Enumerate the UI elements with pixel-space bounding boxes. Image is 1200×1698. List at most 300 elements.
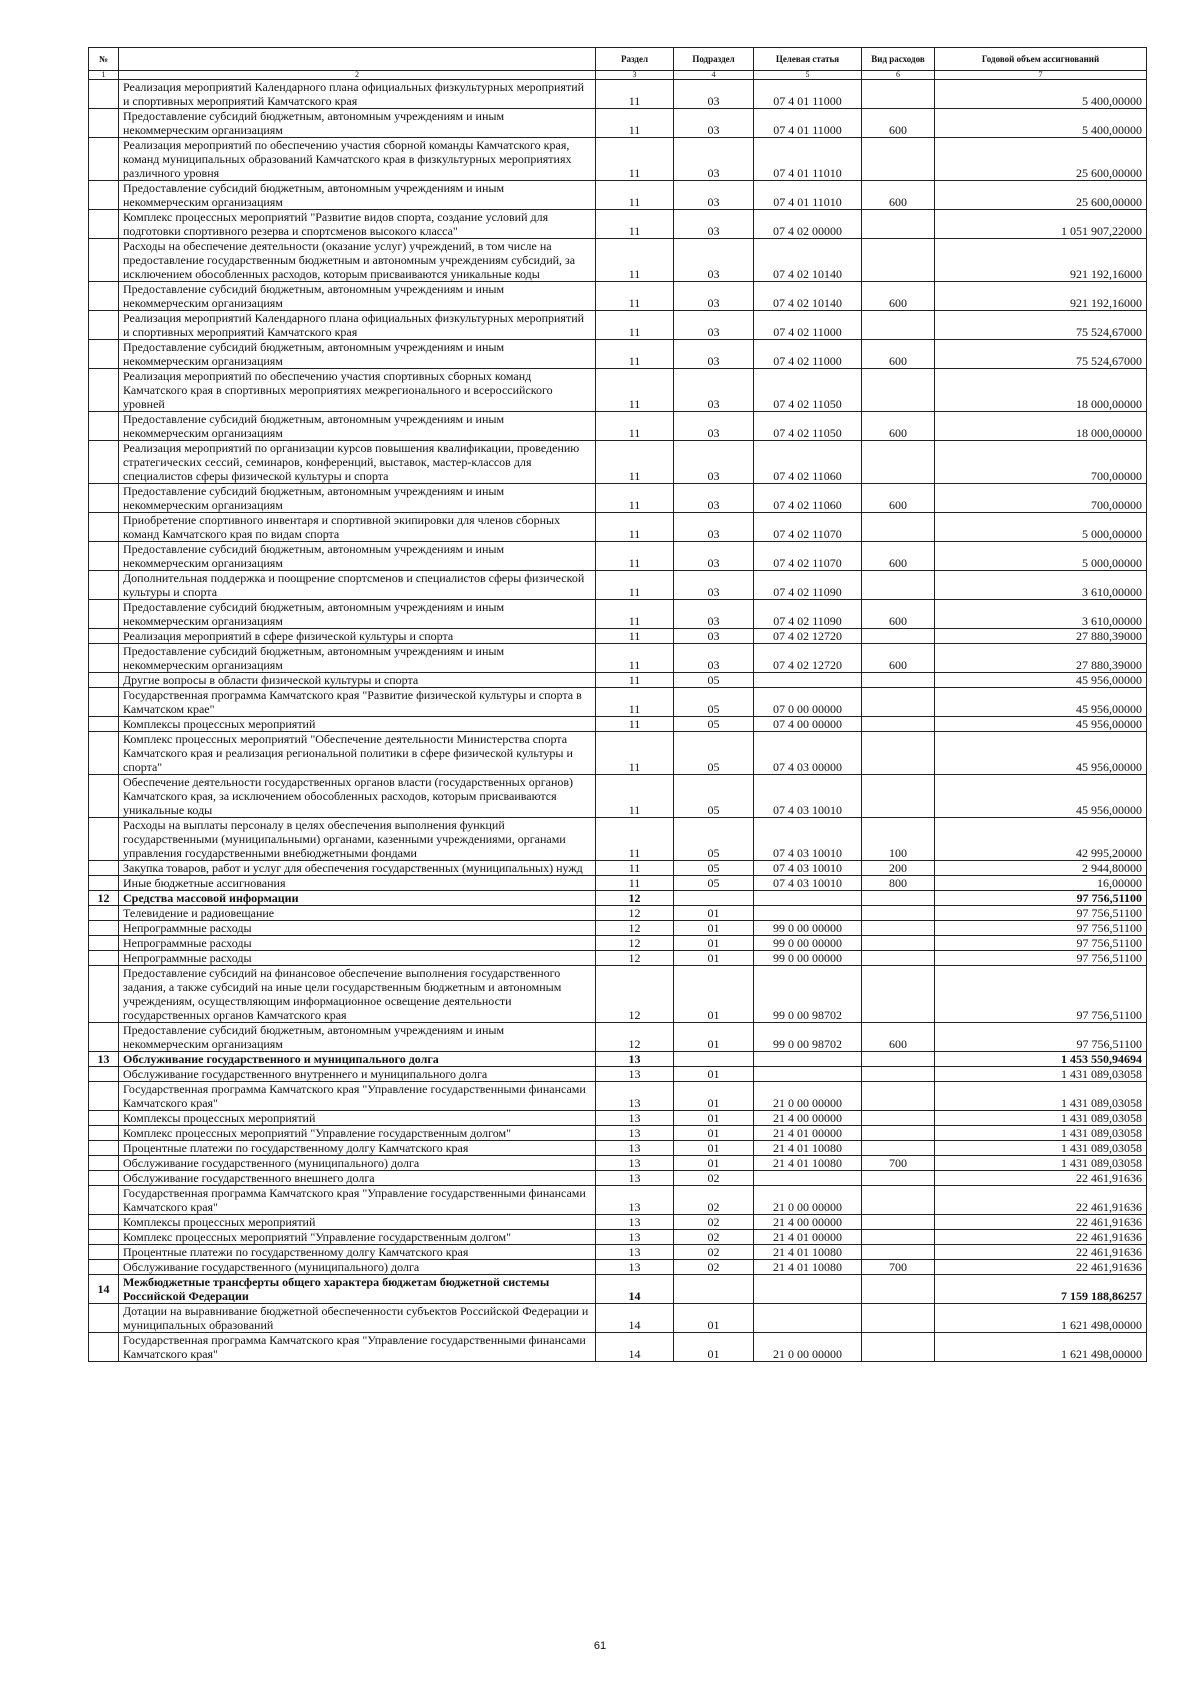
row-number	[89, 644, 119, 673]
row-name: Расходы на обеспечение деятельности (оказание услуг) учреждений, в том числе на предоставление государственным бюджетным и автономным учреждениям субсидий, за исключением обособленных расходов, которым присваиваются уникальные коды	[119, 239, 596, 282]
row-number	[89, 732, 119, 775]
row-name: Предоставление субсидий бюджетным, автономным учреждениям и иным некоммерческим организациям	[119, 542, 596, 571]
row-name: Обслуживание государственного и муниципального долга	[119, 1052, 596, 1067]
row-celevaya-statya: 07 4 03 10010	[754, 775, 862, 818]
row-number	[89, 921, 119, 936]
row-vid-rashodov	[862, 210, 935, 239]
row-number	[89, 717, 119, 732]
row-vid-rashodov: 600	[862, 644, 935, 673]
row-amount: 1 621 498,00000	[935, 1304, 1147, 1333]
row-razdel: 11	[596, 412, 674, 441]
row-razdel: 11	[596, 109, 674, 138]
row-name: Комплексы процессных мероприятий	[119, 717, 596, 732]
row-celevaya-statya: 07 4 02 12720	[754, 644, 862, 673]
row-number	[89, 1304, 119, 1333]
row-razdel: 11	[596, 644, 674, 673]
row-razdel: 13	[596, 1126, 674, 1141]
table-row	[89, 138, 1147, 181]
row-podrazdel: 05	[674, 688, 754, 717]
row-vid-rashodov	[862, 1333, 935, 1362]
row-name: Обслуживание государственного внутреннего и муниципального долга	[119, 1067, 596, 1082]
table-row	[89, 1141, 1147, 1156]
row-amount: 1 453 550,94694	[935, 1052, 1147, 1067]
table-row	[89, 775, 1147, 818]
row-podrazdel: 01	[674, 921, 754, 936]
row-vid-rashodov	[862, 673, 935, 688]
row-podrazdel	[674, 891, 754, 906]
row-celevaya-statya: 21 4 01 10080	[754, 1260, 862, 1275]
row-name: Предоставление субсидий бюджетным, автономным учреждениям и иным некоммерческим организациям	[119, 282, 596, 311]
row-celevaya-statya: 21 4 01 10080	[754, 1156, 862, 1171]
row-podrazdel: 02	[674, 1260, 754, 1275]
row-razdel: 11	[596, 732, 674, 775]
table-row	[89, 951, 1147, 966]
header-row	[89, 48, 1147, 71]
row-podrazdel: 03	[674, 571, 754, 600]
row-number	[89, 340, 119, 369]
row-name: Комплекс процессных мероприятий "Обеспечение деятельности Министерства спорта Камчатского края и реализация региональной политики в сфере физической культуры и спорта"	[119, 732, 596, 775]
row-amount: 97 756,51100	[935, 921, 1147, 936]
row-podrazdel: 03	[674, 340, 754, 369]
row-razdel: 11	[596, 282, 674, 311]
row-number	[89, 109, 119, 138]
row-podrazdel: 01	[674, 1126, 754, 1141]
row-name: Государственная программа Камчатского края "Управление государственными финансами Камчатского края"	[119, 1186, 596, 1215]
row-number	[89, 1111, 119, 1126]
row-amount: 45 956,00000	[935, 688, 1147, 717]
row-podrazdel: 01	[674, 936, 754, 951]
row-amount: 5 400,00000	[935, 80, 1147, 109]
row-vid-rashodov	[862, 239, 935, 282]
row-vid-rashodov: 700	[862, 1156, 935, 1171]
row-celevaya-statya: 07 4 03 10010	[754, 861, 862, 876]
row-celevaya-statya	[754, 1052, 862, 1067]
row-podrazdel: 02	[674, 1245, 754, 1260]
row-celevaya-statya: 21 0 00 00000	[754, 1082, 862, 1111]
row-razdel: 13	[596, 1245, 674, 1260]
column-index: 5	[754, 71, 862, 80]
row-podrazdel: 01	[674, 1023, 754, 1052]
row-name: Средства массовой информации	[119, 891, 596, 906]
row-podrazdel: 03	[674, 210, 754, 239]
table-row	[89, 311, 1147, 340]
row-celevaya-statya: 07 4 02 11050	[754, 369, 862, 412]
row-name: Обеспечение деятельности государственных органов власти (государственных органов) Камчатского края, за исключением обособленных расходов, которым присваиваются уникальные коды	[119, 775, 596, 818]
row-celevaya-statya	[754, 891, 862, 906]
row-podrazdel: 05	[674, 861, 754, 876]
row-podrazdel: 01	[674, 966, 754, 1023]
row-amount: 97 756,51100	[935, 906, 1147, 921]
row-razdel: 12	[596, 906, 674, 921]
row-amount: 27 880,39000	[935, 644, 1147, 673]
row-razdel: 11	[596, 513, 674, 542]
row-vid-rashodov	[862, 513, 935, 542]
row-vid-rashodov	[862, 311, 935, 340]
row-vid-rashodov: 600	[862, 412, 935, 441]
budget-table	[88, 47, 1147, 1362]
row-amount: 97 756,51100	[935, 951, 1147, 966]
row-name: Предоставление субсидий бюджетным, автономным учреждениям и иным некоммерческим организациям	[119, 109, 596, 138]
table-row	[89, 818, 1147, 861]
row-vid-rashodov	[862, 1186, 935, 1215]
row-name: Приобретение спортивного инвентаря и спортивной экипировки для членов сборных команд Камчатского края по видам спорта	[119, 513, 596, 542]
row-amount: 97 756,51100	[935, 966, 1147, 1023]
row-name: Другие вопросы в области физической культуры и спорта	[119, 673, 596, 688]
row-name: Дополнительная поддержка и поощрение спортсменов и специалистов сферы физической культуры и спорта	[119, 571, 596, 600]
row-razdel: 13	[596, 1111, 674, 1126]
row-amount: 700,00000	[935, 441, 1147, 484]
row-celevaya-statya: 07 4 03 10010	[754, 876, 862, 891]
row-razdel: 12	[596, 1023, 674, 1052]
header-razdel: Раздел	[596, 48, 674, 71]
row-vid-rashodov	[862, 1215, 935, 1230]
table-row	[89, 717, 1147, 732]
row-number	[89, 1171, 119, 1186]
row-razdel: 13	[596, 1230, 674, 1245]
row-amount: 1 431 089,03058	[935, 1067, 1147, 1082]
row-name: Дотации на выравнивание бюджетной обеспеченности субъектов Российской Федерации и муниципальных образований	[119, 1304, 596, 1333]
row-amount: 75 524,67000	[935, 340, 1147, 369]
row-razdel: 11	[596, 311, 674, 340]
row-vid-rashodov	[862, 1275, 935, 1304]
row-amount: 5 000,00000	[935, 513, 1147, 542]
row-razdel: 13	[596, 1171, 674, 1186]
row-name: Комплекс процессных мероприятий "Управление государственным долгом"	[119, 1230, 596, 1245]
table-row	[89, 1304, 1147, 1333]
row-name: Государственная программа Камчатского края "Развитие физической культуры и спорта в Камчатском крае"	[119, 688, 596, 717]
row-vid-rashodov: 100	[862, 818, 935, 861]
row-number	[89, 513, 119, 542]
row-celevaya-statya: 99 0 00 98702	[754, 1023, 862, 1052]
row-amount: 22 461,91636	[935, 1260, 1147, 1275]
row-name: Закупка товаров, работ и услуг для обеспечения государственных (муниципальных) нужд	[119, 861, 596, 876]
row-number	[89, 441, 119, 484]
row-celevaya-statya: 07 4 02 00000	[754, 210, 862, 239]
row-name: Предоставление субсидий бюджетным, автономным учреждениям и иным некоммерческим организациям	[119, 1023, 596, 1052]
table-row	[89, 340, 1147, 369]
row-razdel: 13	[596, 1215, 674, 1230]
row-number	[89, 673, 119, 688]
row-podrazdel: 01	[674, 1141, 754, 1156]
row-name: Непрограммные расходы	[119, 951, 596, 966]
row-celevaya-statya: 07 4 00 00000	[754, 717, 862, 732]
row-vid-rashodov	[862, 891, 935, 906]
row-vid-rashodov	[862, 688, 935, 717]
row-celevaya-statya: 99 0 00 00000	[754, 921, 862, 936]
row-podrazdel: 01	[674, 1304, 754, 1333]
row-name: Телевидение и радиовещание	[119, 906, 596, 921]
table-row	[89, 1156, 1147, 1171]
row-name: Межбюджетные трансферты общего характера бюджетам бюджетной системы Российской Федерации	[119, 1275, 596, 1304]
row-amount: 22 461,91636	[935, 1245, 1147, 1260]
row-number	[89, 966, 119, 1023]
row-podrazdel: 03	[674, 412, 754, 441]
row-amount: 27 880,39000	[935, 629, 1147, 644]
row-vid-rashodov	[862, 1141, 935, 1156]
row-name: Предоставление субсидий бюджетным, автономным учреждениям и иным некоммерческим организациям	[119, 181, 596, 210]
row-amount: 3 610,00000	[935, 571, 1147, 600]
row-vid-rashodov: 600	[862, 542, 935, 571]
row-podrazdel: 03	[674, 644, 754, 673]
row-celevaya-statya: 07 4 02 11090	[754, 571, 862, 600]
row-razdel: 11	[596, 861, 674, 876]
row-celevaya-statya: 07 4 02 12720	[754, 629, 862, 644]
table-row	[89, 571, 1147, 600]
table-row	[89, 441, 1147, 484]
row-razdel: 11	[596, 340, 674, 369]
row-number	[89, 1215, 119, 1230]
table-row	[89, 966, 1147, 1023]
row-razdel: 13	[596, 1156, 674, 1171]
row-podrazdel: 03	[674, 513, 754, 542]
row-celevaya-statya	[754, 673, 862, 688]
row-podrazdel: 01	[674, 1333, 754, 1362]
row-vid-rashodov	[862, 629, 935, 644]
row-razdel: 11	[596, 239, 674, 282]
row-number	[89, 1126, 119, 1141]
row-vid-rashodov	[862, 1126, 935, 1141]
column-index: 3	[596, 71, 674, 80]
row-podrazdel: 02	[674, 1171, 754, 1186]
table-row	[89, 1111, 1147, 1126]
row-amount: 1 051 907,22000	[935, 210, 1147, 239]
table-row	[89, 1023, 1147, 1052]
row-podrazdel: 01	[674, 1082, 754, 1111]
table-row	[89, 876, 1147, 891]
row-vid-rashodov: 200	[862, 861, 935, 876]
row-amount: 18 000,00000	[935, 412, 1147, 441]
row-name: Реализация мероприятий Календарного плана официальных физкультурных мероприятий и спортивных мероприятий Камчатского края	[119, 80, 596, 109]
row-podrazdel: 05	[674, 876, 754, 891]
row-name: Предоставление субсидий бюджетным, автономным учреждениям и иным некоммерческим организациям	[119, 644, 596, 673]
row-amount: 5 400,00000	[935, 109, 1147, 138]
table-row	[89, 673, 1147, 688]
column-index: 1	[89, 71, 119, 80]
row-vid-rashodov	[862, 732, 935, 775]
row-razdel: 13	[596, 1052, 674, 1067]
row-number: 13	[89, 1052, 119, 1067]
row-name: Предоставление субсидий бюджетным, автономным учреждениям и иным некоммерческим организациям	[119, 412, 596, 441]
row-podrazdel: 02	[674, 1215, 754, 1230]
row-celevaya-statya	[754, 1171, 862, 1186]
row-razdel: 11	[596, 818, 674, 861]
column-index: 4	[674, 71, 754, 80]
row-podrazdel: 03	[674, 369, 754, 412]
row-number	[89, 80, 119, 109]
row-razdel: 11	[596, 181, 674, 210]
row-name: Предоставление субсидий на финансовое обеспечение выполнения государственного задания, а также субсидий на иные цели государственным бюджетным и автономным учреждениям, осуществляющим информационное освещение деятельности государственных органов Камчатского края	[119, 966, 596, 1023]
row-celevaya-statya	[754, 1304, 862, 1333]
row-vid-rashodov: 700	[862, 1260, 935, 1275]
row-celevaya-statya: 07 4 02 10140	[754, 282, 862, 311]
row-amount: 25 600,00000	[935, 138, 1147, 181]
table-row	[89, 369, 1147, 412]
row-celevaya-statya: 07 4 03 10010	[754, 818, 862, 861]
row-number	[89, 1333, 119, 1362]
row-name: Процентные платежи по государственному долгу Камчатского края	[119, 1141, 596, 1156]
row-vid-rashodov	[862, 80, 935, 109]
table-row	[89, 644, 1147, 673]
row-amount: 921 192,16000	[935, 239, 1147, 282]
row-razdel: 11	[596, 80, 674, 109]
page-number: 61	[593, 1640, 607, 1652]
row-celevaya-statya: 07 4 02 11070	[754, 542, 862, 571]
row-celevaya-statya	[754, 1067, 862, 1082]
row-name: Непрограммные расходы	[119, 921, 596, 936]
table-row	[89, 412, 1147, 441]
row-celevaya-statya: 21 4 01 10080	[754, 1245, 862, 1260]
row-name: Комплексы процессных мероприятий	[119, 1111, 596, 1126]
header-name	[119, 48, 596, 71]
column-index: 7	[935, 71, 1147, 80]
row-number: 12	[89, 891, 119, 906]
row-name: Реализация мероприятий по обеспечению участия спортивных сборных команд Камчатского края в спортивных мероприятиях межрегионального и всероссийского уровней	[119, 369, 596, 412]
row-podrazdel: 03	[674, 138, 754, 181]
row-vid-rashodov	[862, 1111, 935, 1126]
row-celevaya-statya: 99 0 00 00000	[754, 936, 862, 951]
table-row	[89, 688, 1147, 717]
row-razdel: 11	[596, 369, 674, 412]
row-number	[89, 1023, 119, 1052]
row-razdel: 14	[596, 1304, 674, 1333]
table-row	[89, 109, 1147, 138]
column-index: 6	[862, 71, 935, 80]
row-razdel: 12	[596, 891, 674, 906]
row-amount: 1 621 498,00000	[935, 1333, 1147, 1362]
row-vid-rashodov	[862, 138, 935, 181]
table-row	[89, 1333, 1147, 1362]
row-celevaya-statya: 21 4 00 00000	[754, 1111, 862, 1126]
row-name: Государственная программа Камчатского края "Управление государственными финансами Камчатского края"	[119, 1082, 596, 1111]
row-podrazdel: 03	[674, 600, 754, 629]
row-celevaya-statya: 07 4 02 10140	[754, 239, 862, 282]
row-podrazdel: 03	[674, 181, 754, 210]
row-podrazdel: 05	[674, 775, 754, 818]
row-amount: 7 159 188,86257	[935, 1275, 1147, 1304]
row-podrazdel: 05	[674, 818, 754, 861]
row-amount: 42 995,20000	[935, 818, 1147, 861]
table-row	[89, 1082, 1147, 1111]
row-podrazdel: 03	[674, 629, 754, 644]
row-number	[89, 818, 119, 861]
row-vid-rashodov: 600	[862, 181, 935, 210]
row-number	[89, 571, 119, 600]
row-vid-rashodov	[862, 369, 935, 412]
row-podrazdel: 01	[674, 1156, 754, 1171]
row-vid-rashodov	[862, 1245, 935, 1260]
row-vid-rashodov	[862, 441, 935, 484]
row-podrazdel: 01	[674, 906, 754, 921]
table-row	[89, 1215, 1147, 1230]
row-name: Непрограммные расходы	[119, 936, 596, 951]
row-name: Реализация мероприятий Календарного плана официальных физкультурных мероприятий и спортивных мероприятий Камчатского края	[119, 311, 596, 340]
row-amount: 22 461,91636	[935, 1215, 1147, 1230]
row-vid-rashodov: 600	[862, 484, 935, 513]
row-celevaya-statya	[754, 1275, 862, 1304]
row-podrazdel	[674, 1052, 754, 1067]
row-podrazdel: 03	[674, 484, 754, 513]
table-row	[89, 210, 1147, 239]
row-amount: 1 431 089,03058	[935, 1082, 1147, 1111]
row-number	[89, 369, 119, 412]
row-celevaya-statya: 21 4 01 00000	[754, 1126, 862, 1141]
row-name: Комплекс процессных мероприятий "Развитие видов спорта, создание условий для подготовки спортивного резерва и спортсменов высокого класса"	[119, 210, 596, 239]
column-index-row	[89, 71, 1147, 80]
row-name: Обслуживание государственного внешнего долга	[119, 1171, 596, 1186]
table-row	[89, 80, 1147, 109]
row-amount: 25 600,00000	[935, 181, 1147, 210]
row-vid-rashodov	[862, 1171, 935, 1186]
row-amount: 97 756,51100	[935, 891, 1147, 906]
row-number	[89, 600, 119, 629]
table-row	[89, 542, 1147, 571]
row-vid-rashodov	[862, 1304, 935, 1333]
row-razdel: 11	[596, 542, 674, 571]
row-number	[89, 1067, 119, 1082]
row-amount: 22 461,91636	[935, 1186, 1147, 1215]
table-row	[89, 1245, 1147, 1260]
row-number	[89, 951, 119, 966]
row-name: Комплекс процессных мероприятий "Управление государственным долгом"	[119, 1126, 596, 1141]
row-number	[89, 412, 119, 441]
row-razdel: 13	[596, 1260, 674, 1275]
row-amount: 97 756,51100	[935, 1023, 1147, 1052]
row-razdel: 13	[596, 1186, 674, 1215]
row-podrazdel: 01	[674, 1067, 754, 1082]
row-celevaya-statya: 21 0 00 00000	[754, 1186, 862, 1215]
row-celevaya-statya: 99 0 00 00000	[754, 951, 862, 966]
row-razdel: 11	[596, 876, 674, 891]
row-celevaya-statya: 07 4 01 11010	[754, 138, 862, 181]
row-vid-rashodov	[862, 966, 935, 1023]
row-amount: 75 524,67000	[935, 311, 1147, 340]
header-podrazdel: Подраздел	[674, 48, 754, 71]
row-razdel: 11	[596, 484, 674, 513]
table-row	[89, 732, 1147, 775]
row-amount: 5 000,00000	[935, 542, 1147, 571]
row-celevaya-statya: 21 4 00 00000	[754, 1215, 862, 1230]
row-amount: 22 461,91636	[935, 1171, 1147, 1186]
row-podrazdel: 03	[674, 109, 754, 138]
row-number	[89, 311, 119, 340]
row-amount: 18 000,00000	[935, 369, 1147, 412]
row-vid-rashodov	[862, 571, 935, 600]
row-number	[89, 210, 119, 239]
table-row	[89, 936, 1147, 951]
row-razdel: 11	[596, 673, 674, 688]
row-vid-rashodov: 600	[862, 600, 935, 629]
row-number	[89, 876, 119, 891]
table-row	[89, 891, 1147, 906]
row-razdel: 14	[596, 1275, 674, 1304]
row-podrazdel: 05	[674, 673, 754, 688]
row-vid-rashodov	[862, 936, 935, 951]
row-celevaya-statya: 07 4 02 11000	[754, 340, 862, 369]
row-amount: 45 956,00000	[935, 775, 1147, 818]
header-amount: Годовой объем ассигнований	[935, 48, 1147, 71]
row-number: 14	[89, 1275, 119, 1304]
row-name: Государственная программа Камчатского края "Управление государственными финансами Камчатского края"	[119, 1333, 596, 1362]
row-celevaya-statya: 21 4 01 00000	[754, 1230, 862, 1245]
row-amount: 3 610,00000	[935, 600, 1147, 629]
row-name: Комплексы процессных мероприятий	[119, 1215, 596, 1230]
row-razdel: 12	[596, 951, 674, 966]
row-podrazdel: 02	[674, 1230, 754, 1245]
row-name: Реализация мероприятий в сфере физической культуры и спорта	[119, 629, 596, 644]
row-name: Обслуживание государственного (муниципального) долга	[119, 1260, 596, 1275]
row-amount: 700,00000	[935, 484, 1147, 513]
row-vid-rashodov	[862, 1052, 935, 1067]
